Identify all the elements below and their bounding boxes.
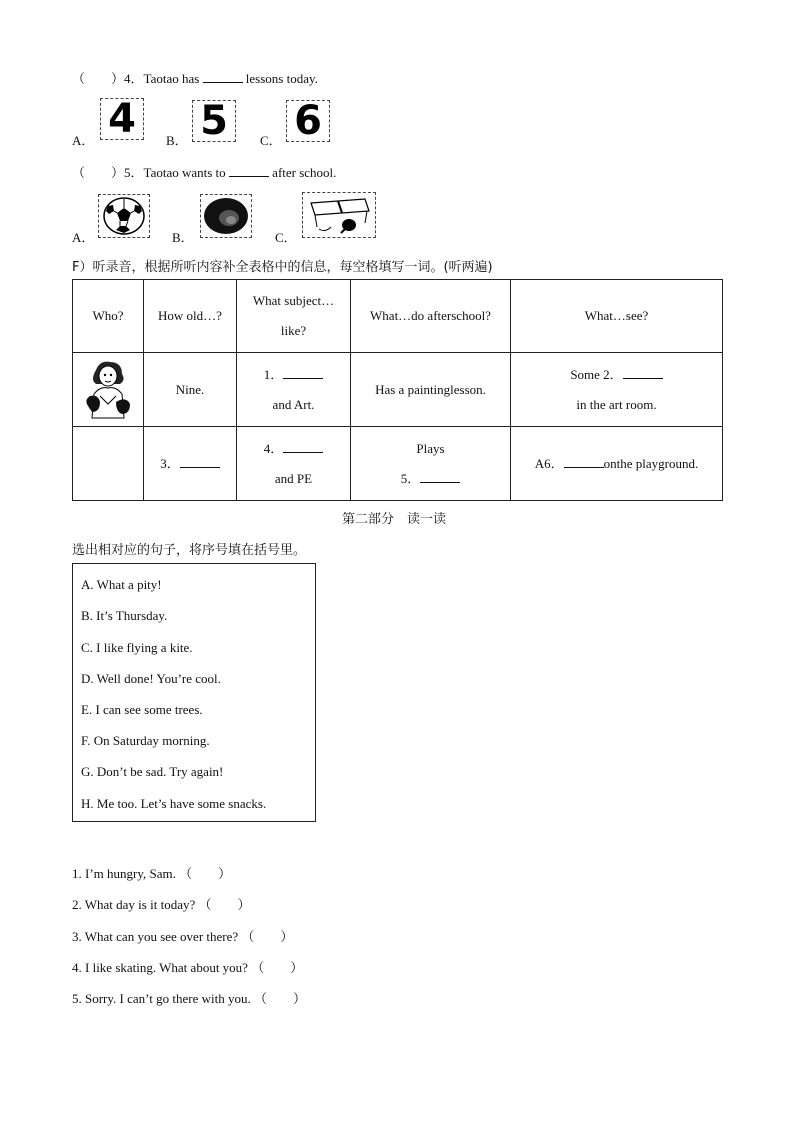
number-6-picture	[286, 100, 330, 142]
soccer-ball-icon	[98, 194, 150, 238]
answer-paren-close: ）	[111, 71, 125, 86]
answer-blank-6[interactable]	[564, 467, 604, 468]
question-text: 3. What can you see over there?	[72, 929, 239, 944]
number-4-picture	[100, 98, 144, 140]
subject-tail: and Art.	[272, 396, 315, 412]
info-table	[72, 279, 723, 501]
activity-cell	[351, 427, 511, 501]
blank-number: 5．	[400, 470, 421, 486]
part-2-instruction: 选出相对应的句子，将序号填在括号里。	[72, 543, 307, 558]
answer-blank[interactable]	[229, 176, 269, 177]
table-row	[73, 427, 723, 501]
question-item	[72, 926, 293, 945]
girl-icon	[82, 360, 134, 420]
blank-number: 1．	[263, 366, 284, 382]
answer-paren-open: （	[72, 165, 86, 180]
answer-blank-1[interactable]	[283, 378, 323, 379]
see-tail: onthe playground.	[603, 455, 699, 471]
activity-head: Plays	[416, 440, 445, 456]
activity-cell: Has a paintinglesson.	[351, 353, 511, 427]
question-5	[72, 162, 336, 181]
question-item	[72, 988, 306, 1007]
question-5-text-tail: after school.	[272, 165, 337, 180]
answer-blank[interactable]	[203, 82, 243, 83]
option-c-label: C．	[260, 133, 282, 148]
girl-picture-cell	[73, 353, 144, 427]
table-row	[73, 353, 723, 427]
question-4-text: 4．Taotao has	[124, 71, 200, 86]
see-head: A6．	[534, 455, 564, 471]
answer-paren[interactable]: （ ）	[179, 866, 232, 881]
answer-blank-3[interactable]	[180, 467, 220, 468]
answer-paren-open: （	[72, 71, 86, 86]
choice-item: F. On Saturday morning.	[81, 733, 210, 748]
question-item	[72, 894, 251, 913]
choice-item: H. Me too. Let’s have some snacks.	[81, 796, 267, 811]
question-text: 2. What day is it today?	[72, 897, 196, 912]
number-5-glyph: 5	[200, 98, 228, 144]
header-subject-line2: like?	[280, 323, 307, 338]
blank-number: 4．	[263, 440, 284, 456]
option-a-label: A．	[72, 230, 95, 245]
answer-blank-5[interactable]	[420, 482, 460, 483]
answer-paren[interactable]: （ ）	[198, 897, 251, 912]
question-text: 5. Sorry. I can’t go there with you.	[72, 991, 251, 1006]
choice-item: B. It’s Thursday.	[81, 608, 168, 623]
header-subject-line1: What subject…	[252, 293, 335, 308]
see-cell	[511, 427, 723, 501]
header-who: Who?	[73, 280, 144, 353]
see-head: Some 2．	[570, 366, 623, 382]
subject-cell	[237, 353, 351, 427]
header-subject	[237, 280, 351, 353]
number-6-glyph: 6	[294, 98, 322, 144]
part-2-title: 第二部分 读一读	[342, 512, 447, 527]
answer-paren[interactable]: （ ）	[241, 929, 294, 944]
option-b-label: B．	[166, 133, 188, 148]
option-a-label: A．	[72, 133, 95, 148]
answer-paren[interactable]: （ ）	[253, 991, 306, 1006]
question-5-text: 5．Taotao wants to	[124, 165, 226, 180]
answer-blank-4[interactable]	[283, 452, 323, 453]
ping-pong-table-icon	[302, 192, 376, 238]
choice-item: E. I can see some trees.	[81, 702, 203, 717]
age-cell: Nine.	[144, 353, 237, 427]
see-tail: in the art room.	[576, 396, 657, 412]
see-cell	[511, 353, 723, 427]
question-item	[72, 863, 231, 882]
subject-tail: and PE	[274, 470, 313, 486]
choice-box	[72, 563, 316, 822]
table-header-row	[73, 280, 723, 353]
who-empty-cell	[73, 427, 144, 501]
answer-blank-2[interactable]	[623, 378, 663, 379]
question-text: 1. I’m hungry, Sam.	[72, 866, 176, 881]
age-cell	[144, 427, 237, 501]
number-5-picture	[192, 100, 236, 142]
question-item	[72, 957, 303, 976]
number-4-glyph: 4	[108, 96, 136, 142]
option-c-label: C．	[275, 230, 297, 245]
header-after-school: What…do afterschool?	[351, 280, 511, 353]
choice-item: G. Don’t be sad. Try again!	[81, 764, 224, 779]
question-4-text-tail: lessons today.	[245, 71, 318, 86]
section-f-instruction: F）听录音，根据所听内容补全表格中的信息，每空格填写一词。(听两遍)	[72, 260, 493, 275]
answer-paren-close: ）	[111, 165, 125, 180]
header-see: What…see?	[511, 280, 723, 353]
blank-number: 3．	[160, 455, 180, 471]
question-4	[72, 68, 318, 87]
choice-item: A. What a pity!	[81, 577, 162, 592]
option-b-label: B．	[172, 230, 194, 245]
choice-item: C. I like flying a kite.	[81, 640, 193, 655]
choice-item: D. Well done! You’re cool.	[81, 671, 221, 686]
question-text: 4. I like skating. What about you?	[72, 960, 248, 975]
header-how-old: How old…?	[144, 280, 237, 353]
answer-paren[interactable]: （ ）	[251, 960, 304, 975]
dark-ball-icon	[200, 194, 252, 238]
subject-cell	[237, 427, 351, 501]
